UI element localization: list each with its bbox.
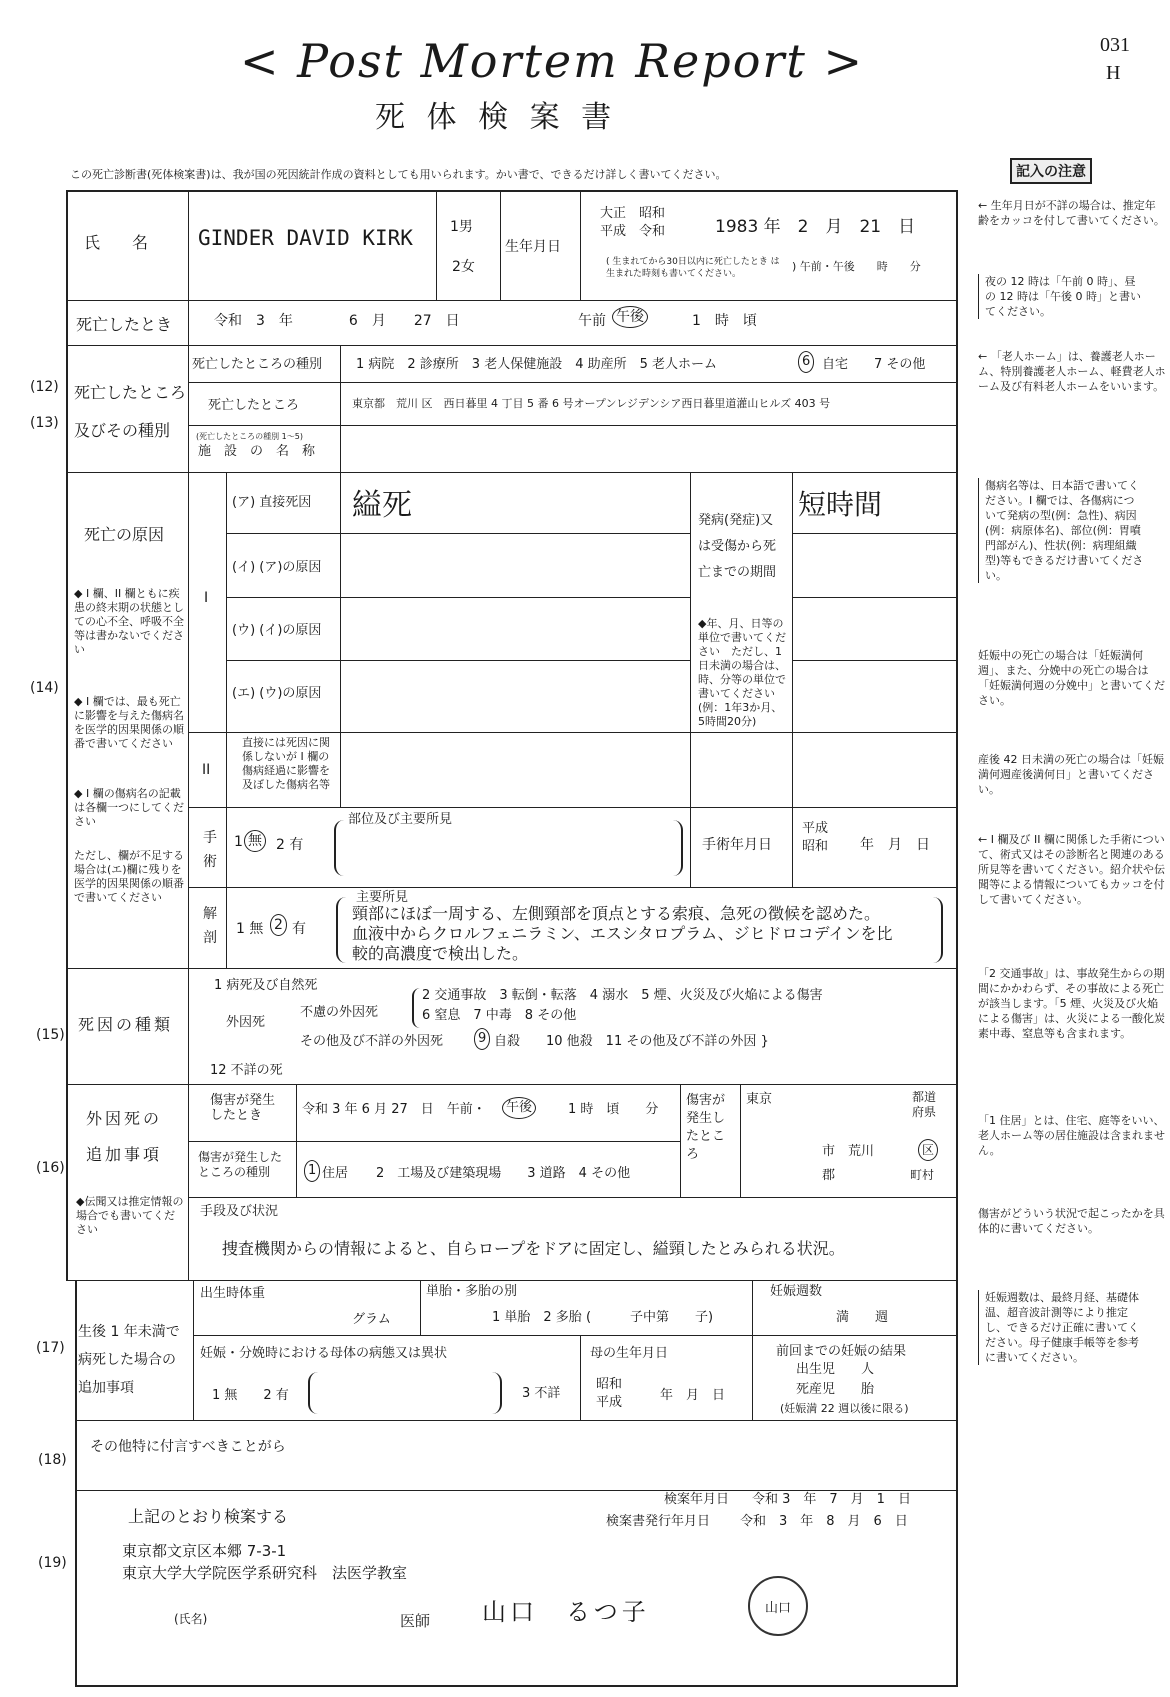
onset-label: 発病(発症)又は受傷から死亡までの期間 — [698, 513, 777, 580]
cause-note-1: ◆ I 欄、II 欄ともに疾患の終末期の状態としての心不全、呼吸不全等は書かないでください — [74, 587, 184, 656]
injury-place-kind-circled[interactable]: 1 — [304, 1160, 320, 1182]
death-time-label: 死亡したとき — [76, 315, 173, 334]
accidental-options-row-2: 6 窒息 7 中毒 8 その他 — [422, 1008, 577, 1023]
other-external-label: その他及び不詳の外因死 — [300, 1034, 444, 1049]
section-roman-1: I — [204, 590, 209, 606]
death-date[interactable]: 令和 3 年 6 月 27 日 — [214, 313, 460, 329]
surgery-findings-bracket — [334, 820, 683, 876]
note-circumstances: 傷害がどういう状況で起こったかを具体的に書いてください。 — [978, 1207, 1165, 1235]
singleton-options: 1 単胎 2 多胎 ( 子中第 子) — [492, 1310, 714, 1325]
mother-condition-unknown: 3 不詳 — [522, 1386, 561, 1401]
note-disease-names: 傷病名等は、日本語で書いてください。I 欄では、各傷病について発病の型(例：急性)、病因(例：病原体名)、部位(例：胃噴門部がん)、性状(例：病理組織型)等もできるだけ書いてください。 — [978, 478, 1145, 583]
issue-date[interactable]: 令和 3 年 8 月 6 日 — [740, 1514, 908, 1529]
cause-a-value[interactable]: 縊死 — [352, 488, 412, 523]
note-traffic: 「2 交通事故」は、事故発生からの期間にかかわらず、その事故による死亡が該当します。「5 煙、火災及び火焔による傷害」は、火災による一酸化炭素中毒、窒息等も含まれます。 — [978, 967, 1165, 1040]
mother-condition-bracket — [308, 1372, 502, 1414]
autopsy-option-2: 有 — [292, 921, 306, 937]
external-label-2: 追加事項 — [86, 1145, 163, 1164]
cause-type-natural: 1 病死及び自然死 — [214, 978, 318, 993]
autopsy-findings-label: 主要所見 — [356, 890, 409, 905]
injury-place-kind-circled-label: 住居 — [322, 1166, 349, 1181]
external-label-1: 外因死の — [86, 1109, 163, 1128]
mother-condition-label: 妊娠・分娩時における母体の病態又は異状 — [200, 1346, 448, 1361]
corner-letter: H — [1106, 62, 1121, 84]
document-title: 死 体 検 案 書 — [375, 100, 618, 135]
other-external-options: 10 他殺 11 その他及び不詳の外因 } — [546, 1034, 769, 1049]
exam-date-label: 検案年月日 — [664, 1492, 730, 1507]
row-number-12: (12) — [30, 379, 59, 395]
cause-note-4: ただし、欄が不足する場合は(エ)欄に残りを医学的因果関係の順番で書いてください — [74, 849, 184, 904]
previous-stillborn: 死産児 胎 — [796, 1382, 875, 1397]
cause-note-2: ◆ I 欄では、最も死亡に影響を与えた傷病名を医学的因果関係の順番で書いてください — [74, 695, 184, 750]
infant-time-note: ( 生まれてから30日以内に死亡したとき は生まれた時刻も書いてください。 — [606, 257, 780, 279]
injury-ward[interactable]: 荒川 — [848, 1144, 875, 1159]
facility-label: 施 設 の 名 称 — [198, 444, 316, 459]
note-surgery: ← I 欄及び II 欄に関係した手術について、術式又はその診断名と関連のある所見等を書いてください。紹介状や伝聞等による情報についてもカッコを付して書いてください。 — [978, 833, 1165, 906]
autopsy-circled[interactable]: 2 — [270, 914, 287, 936]
era-row-1: 大正 昭和 — [600, 206, 666, 221]
name-value[interactable]: GINDER DAVID KIRK — [198, 226, 413, 250]
injury-place-kind-others: 2 工場及び建築現場 3 道路 4 その他 — [376, 1166, 631, 1181]
surgery-label: 手術 — [203, 830, 217, 870]
cause-type-circled[interactable]: 9 — [474, 1028, 490, 1050]
cause-a-label: (ア) 直接死因 — [232, 495, 312, 510]
means-text[interactable]: 捜査機関からの情報によると、自らロープをドアに固定し、縊頸したとみられる状況。 — [222, 1239, 845, 1258]
previous-pregnancy-label: 前回までの妊娠の結果 — [776, 1344, 907, 1359]
note-midnight: 夜の 12 時は「午前 0 時」、昼の 12 時は「午後 0 時」と書いてください。 — [978, 274, 1145, 319]
mother-birth-label: 母の生年月日 — [590, 1346, 669, 1361]
row-number-19: (19) — [38, 1555, 67, 1571]
singleton-label: 単胎・多胎の別 — [426, 1284, 518, 1299]
exam-date[interactable]: 令和 3 年 7 月 1 日 — [752, 1492, 911, 1507]
notes-badge: 記入の注意 — [1010, 158, 1092, 184]
other-remarks-label: その他特に付言すべきことがら — [90, 1439, 286, 1455]
death-place-kind-label: 死亡したところの種別 — [192, 357, 323, 372]
death-place-kind-circled-label: 自宅 — [822, 357, 849, 372]
certifier-institution: 東京大学大学院医学系研究科 法医学教室 — [122, 1564, 408, 1582]
gestation-label: 妊娠週数 — [770, 1284, 823, 1299]
cause-type-label: 死因の種類 — [78, 1015, 174, 1034]
row-number-18: (18) — [38, 1452, 67, 1468]
death-place-label-2: 及びその種別 — [74, 421, 171, 440]
infant-label: 生後 1 年未満で病死した場合の追加事項 — [78, 1324, 180, 1396]
death-place-kind-circled[interactable]: 6 — [798, 351, 814, 373]
birth-time-fields[interactable]: ) 午前・午後 時 分 — [792, 260, 921, 273]
cause-duration[interactable]: 短時間 — [798, 488, 883, 521]
ward-suffix-circled: 区 — [918, 1139, 938, 1161]
mother-birth-date[interactable]: 年 月 日 — [660, 1388, 726, 1403]
cause-type-accidental: 不慮の外因死 — [300, 1005, 379, 1020]
doctor-seal — [748, 1576, 808, 1636]
cause-d-label: (エ) (ウ)の原因 — [232, 686, 322, 701]
note-gestation: 妊娠週数は、最終月経、基礎体温、超音波計測等により推定し、できるだけ正確に書いてください。母子健康手帳等を参考に書いてください。 — [978, 1290, 1145, 1365]
injury-hour[interactable]: 1 時 頃 分 — [568, 1102, 659, 1117]
seal-text: 山口 — [764, 1600, 791, 1616]
row-number-16: (16) — [36, 1160, 65, 1176]
note-pregnancy: 妊娠中の死亡の場合は「妊娠満何週」、また、分娩中の死亡の場合は「妊娠満何週の分娩中」と書いてください。 — [978, 649, 1165, 707]
birth-date-value[interactable]: 1983 年 2 月 21 日 — [715, 217, 916, 237]
birth-date-label: 生年月日 — [505, 239, 561, 255]
injury-place-kind-label: 傷害が発生したところの種別 — [198, 1150, 283, 1179]
corner-code: 031 — [1100, 34, 1130, 56]
gestation-unit: 満 週 — [836, 1310, 889, 1325]
death-ampm: 午前 — [578, 313, 606, 329]
autopsy-option-1: 1 無 — [236, 921, 264, 937]
death-place-label-1: 死亡したところ — [74, 383, 187, 402]
era-row-2: 平成 令和 — [600, 224, 666, 239]
surgery-circled[interactable]: 無 — [244, 830, 266, 852]
row-number-14: (14) — [30, 680, 59, 696]
intro-text: この死亡診断書(死体検案書)は、我が国の死因統計作成の資料としても用いられます。かい書で、できるだけ詳しく書いてください。 — [70, 168, 727, 181]
doctor-label: 医師 — [400, 1612, 431, 1630]
surgery-date-label: 手術年月日 — [702, 837, 772, 853]
cause-ii-label: 直接には死因に関係しないが I 欄の傷病経過に影響を及ぼした傷病名等 — [242, 736, 330, 791]
death-hour[interactable]: 1 時 頃 — [692, 313, 757, 329]
row-number-15: (15) — [36, 1027, 65, 1043]
external-note: ◆伝聞又は推定情報の場合でも書いてください — [76, 1195, 184, 1236]
onset-note: ◆年、月、日等の単位で書いてください ただし、1日未満の場合は、時、分等の単位で書いてください (例：1年3か月、5時間20分) — [698, 617, 786, 728]
birth-weight-label: 出生時体重 — [200, 1286, 266, 1301]
mother-birth-era: 昭和 平成 — [596, 1377, 623, 1410]
death-place-kind-other: 7 その他 — [874, 357, 926, 372]
previous-pregnancy-note: (妊娠満 22 週以後に限る) — [780, 1402, 909, 1415]
cause-type-circled-label: 自殺 — [494, 1034, 521, 1049]
accidental-options-row-1: 2 交通事故 3 転倒・転落 4 溺水 5 煙、火災及び火焔による傷害 — [422, 988, 823, 1003]
cause-note-3: ◆ I 欄の傷病名の記載は各欄一つにしてください — [74, 787, 184, 828]
certify-statement: 上記のとおり検案する — [128, 1507, 289, 1526]
handwritten-title: < Post Mortem Report > — [240, 34, 865, 88]
surgery-option-2: 2 有 — [276, 837, 304, 853]
mother-condition-options: 1 無 2 有 — [212, 1388, 289, 1403]
certifier-address: 東京都文京区本郷 7-3-1 — [122, 1542, 287, 1560]
name-label: 氏 名 — [84, 233, 149, 252]
note-residence: 「1 住居」とは、住宅、庭等をいい、老人ホーム等の居住施設は含まれません。 — [978, 1114, 1165, 1157]
town-suffix: 町村 — [910, 1168, 935, 1182]
issue-date-label: 検案書発行年月日 — [606, 1514, 711, 1529]
previous-born: 出生児 人 — [796, 1362, 875, 1377]
facility-small-label: (死亡したところの種別 1〜5) — [196, 432, 303, 441]
cause-type-external: 外因死 — [226, 1015, 266, 1030]
surgery-option-1: 1 — [234, 834, 243, 850]
note-birth-unknown: ← 生年月日が不詳の場合は、推定年齢をカッコを付して書いてください。 — [978, 199, 1165, 227]
note-postpartum: 産後 42 日未満の死亡の場合は「妊娠満何週産後満何日」と書いてください。 — [978, 753, 1164, 796]
city-label: 市 郡 — [822, 1144, 836, 1183]
injury-time-label: 傷害が発生したとき — [210, 1093, 276, 1123]
name-small-label: (氏名) — [174, 1612, 208, 1626]
surgery-era: 平成 昭和 — [802, 821, 829, 854]
row-number-17: (17) — [36, 1340, 65, 1356]
cause-b-label: (イ) (ア)の原因 — [232, 560, 322, 575]
cause-label: 死亡の原因 — [84, 525, 165, 544]
autopsy-label: 解剖 — [203, 906, 217, 946]
sex-male[interactable]: 1男 — [450, 219, 473, 235]
cause-type-unknown: 12 不詳の死 — [210, 1063, 283, 1078]
death-place-address[interactable]: 東京都 荒川 区 西日暮里 4 丁目 5 番 6 号オープンレジデンシア西日暮里道灌山ヒルズ 403 号 — [352, 397, 831, 410]
autopsy-findings[interactable]: 頸部にほぼ一周する、左側頸部を頂点とする索痕、急死の徴候を認めた。 血液中からクロルフェニラミン、エスシタロプラム、ジヒドロコデインを比 較的高濃度で検出した。 — [352, 904, 893, 963]
death-place-kinds: 1 病院 2 診療所 3 老人保健施設 4 助産所 5 老人ホーム — [356, 357, 718, 372]
surgery-date[interactable]: 年 月 日 — [860, 837, 930, 853]
cause-c-label: (ウ) (イ)の原因 — [232, 623, 322, 638]
death-place-address-label: 死亡したところ — [208, 398, 300, 413]
means-label: 手段及び状況 — [200, 1204, 279, 1219]
injury-prefecture[interactable]: 東京 — [746, 1092, 773, 1107]
note-elderly-home: ← 「老人ホーム」は、養護老人ホーム、特別養護老人ホーム、軽費老人ホーム及び有料老人ホームをいいます。 — [978, 350, 1166, 393]
prefecture-suffix: 都道府県 — [912, 1090, 937, 1119]
injury-time[interactable]: 令和 3 年 6 月 27 日 午前・ — [302, 1102, 486, 1117]
injury-place-label: 傷害が発生したところ — [686, 1093, 726, 1162]
sex-female[interactable]: 2女 — [452, 259, 475, 275]
death-pm-circled[interactable]: 午後 — [612, 306, 648, 328]
section-roman-2: II — [202, 762, 211, 778]
row-number-13: (13) — [30, 415, 59, 431]
birth-weight-unit: グラム — [352, 1312, 391, 1327]
doctor-name[interactable]: 山口 るつ子 — [482, 1598, 650, 1626]
injury-pm-circled[interactable]: 午後 — [502, 1097, 536, 1119]
surgery-findings-label: 部位及び主要所見 — [348, 812, 453, 827]
